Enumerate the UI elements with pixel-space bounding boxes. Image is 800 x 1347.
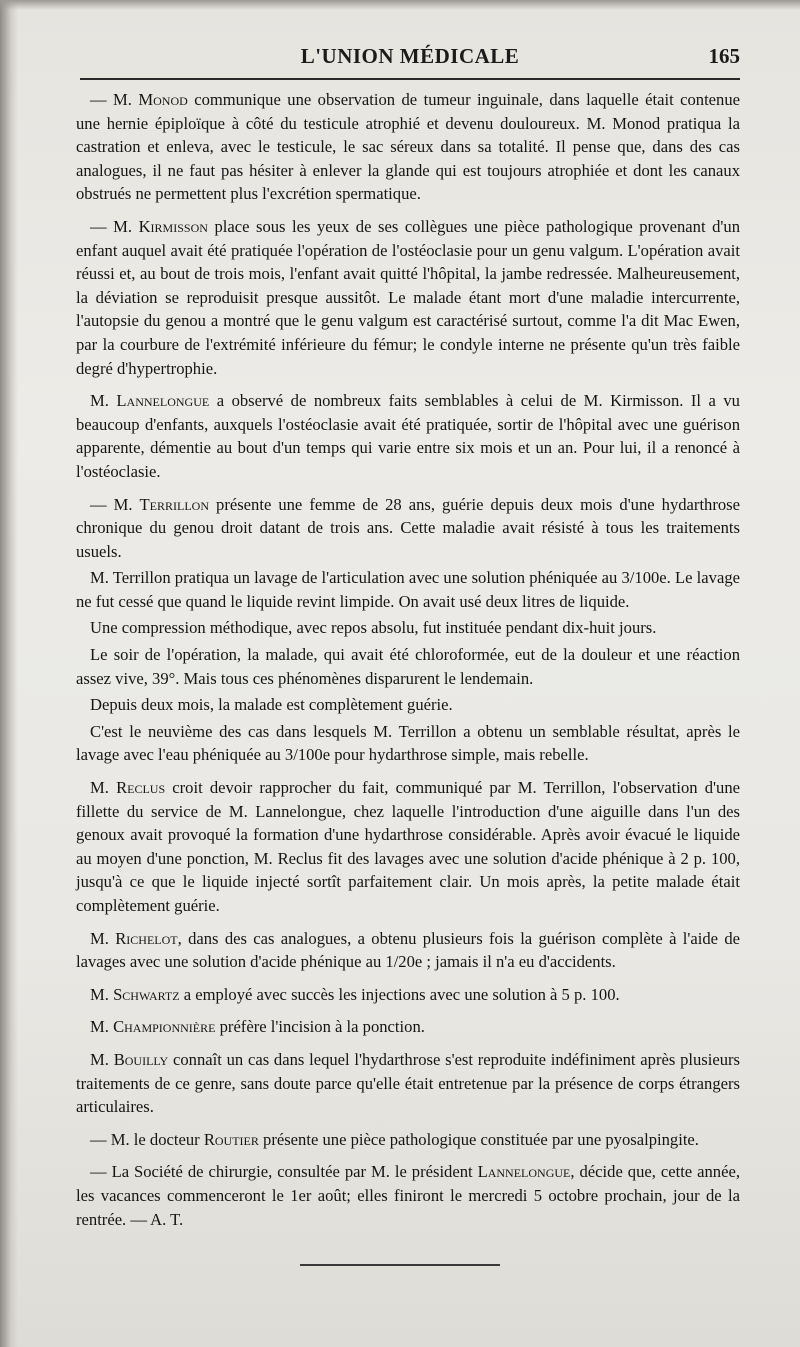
- speaker-name: Richelot: [115, 928, 178, 948]
- paragraph-lead: M.: [90, 1049, 114, 1069]
- speaker-name: Bouilly: [113, 1049, 169, 1069]
- paragraph-championniere: [76, 1015, 740, 1039]
- paragraph-text: préfère l'incision à la ponction.: [215, 1017, 425, 1037]
- speaker-name: Terrillon: [139, 494, 210, 514]
- paragraph-text: Une compression méthodique, avec repos absolu, fut instituée pendant dix-huit jours.: [90, 618, 657, 638]
- speaker-name: Monod: [138, 90, 188, 109]
- paragraph-text: présente une pièce pathologique constituée par une pyosalpingite.: [258, 1129, 699, 1149]
- paragraph-guerie: [76, 693, 740, 717]
- paragraph-text: a employé avec succès les injections avec une solution à 5 p. 100.: [179, 984, 620, 1004]
- paragraph-bouilly: [76, 1048, 740, 1119]
- paragraph-text: C'est le neuvième des cas dans lesquels M. Terrillon a obtenu un semblable résultat, après le lavage avec l'eau phéniquée au 3/100e pour hydarthrose simple, mais rebelle.: [76, 721, 740, 765]
- paragraph-text: a observé de nombreux faits semblables à celui de M. Kirmisson. Il a vu beaucoup d'enfants, auxquels l'ostéoclasie avait été pratiquée, sortir de l'hôpital avec une guérison apparente, démentie au bout d'un temps qui varie entre six mois et un an. Pour lui, il a renoncé à l'ostéoclasie.: [76, 391, 740, 481]
- paragraph-routier: [76, 1128, 740, 1152]
- page-header: [80, 44, 740, 78]
- paragraph-lead: M.: [90, 928, 116, 948]
- paragraph-kirmisson: [76, 215, 740, 380]
- paragraph-lead: — M.: [90, 216, 139, 236]
- paragraph-lead: M.: [90, 391, 117, 411]
- page-edge-shadow: [0, 0, 18, 1347]
- paragraph-text: connaît un cas dans lequel l'hydarthrose s'est reproduite indéfiniment après plusieurs traitements de ce genre, sans doute parce qu'elle était entretenue par la présence de corps étrangers articulaires.: [76, 1049, 740, 1117]
- speaker-name: Kirmisson: [138, 216, 208, 236]
- paragraph-text: , dans des cas analogues, a obtenu plusieurs fois la guérison complète à l'aide de lavages avec une solution d'acide phénique au 1/20e ; jamais il n'a eu d'accidents.: [76, 928, 740, 972]
- speaker-name: Reclus: [116, 778, 166, 798]
- page-number: 165: [708, 44, 740, 68]
- speaker-name: Schwartz: [113, 984, 180, 1004]
- header-rule: [80, 78, 740, 80]
- article-body: [76, 88, 740, 1240]
- speaker-name: Routier: [203, 1129, 259, 1149]
- running-title: L'UNION MÉDICALE: [300, 44, 520, 68]
- paragraph-lead: — M.: [90, 90, 139, 109]
- paragraph-text: présente une femme de 28 ans, guérie depuis deux mois d'une hydarthrose chronique du genou droit datant de trois ans. Cette maladie avait résisté à tous les traitements usuels.: [76, 494, 740, 561]
- speaker-name: Championnière: [113, 1017, 216, 1037]
- paragraph-text: Depuis deux mois, la malade est complètement guérie.: [90, 695, 453, 715]
- paragraph-text: M. Terrillon pratiqua un lavage de l'articulation avec une solution phéniquée au 3/100e. Le lavage ne fut cessé que quand le liquide revint limpide. On avait usé deux litres de liquide.: [76, 568, 740, 611]
- paragraph-text: place sous les yeux de ses collègues une pièce pathologique provenant d'un enfant auquel avait été pratiquée l'opération de l'ostéoclasie pour un genu valgum. L'opération avait réussi et, au bout de trois mois, l'enfant avait quitté l'hôpital, la jambe redressée. Malheureusement, la déviation se reproduisit presque aussitôt. Le malade étant mort d'une maladie intercurrente, l'autopsie du genou a montré que le genu valgum est caractérisé surtout, comme l'a dit Mac Ewen, par la courbure de l'extrémité inférieure du fémur; le condyle interne ne présente qu'un très faible degré d'hypertrophie.: [76, 216, 741, 378]
- paragraph-text: , décide que, cette année, les vacances commenceront le 1er août; elles finiront le mercredi 5 octobre prochain, jour de la rentrée. — A. T.: [76, 1162, 740, 1229]
- paragraph-text: Le soir de l'opération, la malade, qui avait été chloroformée, eut de la douleur et une réaction assez vive, 39°. Mais tous ces phénomènes disparurent le lendemain.: [76, 645, 740, 688]
- paragraph-lavage: [76, 566, 740, 613]
- paragraph-lead: — La Société de chirurgie, consultée par M. le président: [90, 1162, 478, 1182]
- paragraph-text: croit devoir rapprocher du fait, communiqué par M. Terrillon, l'observation d'une fillette du service de M. Lannelongue, chez laquelle l'introduction d'une aiguille dans l'un des genoux avait provoqué la formation d'une hydarthrose considérable. Après avoir évacué le liquide au moyen d'une ponction, M. Reclus fit des lavages avec une solution d'acide phénique à 2 p. 100, jusqu'à ce que le liquide injecté sortît parfaitement clair. Un mois après, la petite malade était complètement guérie.: [76, 778, 740, 915]
- speaker-name: Lannelongue: [116, 391, 210, 411]
- speaker-name: Lannelongue: [477, 1162, 571, 1182]
- paragraph-compression: [76, 616, 740, 640]
- paragraph-societe: [76, 1160, 740, 1231]
- paragraph-reclus: [76, 776, 740, 918]
- paragraph-lead: M.: [90, 778, 117, 798]
- paragraph-lead: — M. le docteur: [90, 1129, 204, 1149]
- paragraph-lead: — M.: [90, 494, 140, 514]
- paragraph-lead: M.: [90, 984, 114, 1004]
- paragraph-schwartz: [76, 983, 740, 1007]
- paragraph-lannelongue: [76, 389, 740, 483]
- page-top-shadow: [0, 0, 800, 10]
- paragraph-terrillon: [76, 493, 740, 564]
- paragraph-soir: [76, 643, 740, 690]
- paragraph-richelot: [76, 927, 740, 974]
- paragraph-neuvieme: [76, 720, 740, 767]
- paragraph-text: communique une observation de tumeur inguinale, dans laquelle était contenue une hernie épiploïque à côté du testicule atrophié et devenu douloureux. M. Monod pratiqua la castration et enleva, avec le testicule, le sac séreux dans sa totalité. Il pense que, dans des cas analogues, il ne faut pas hésiter à enlever la glande qui est toujours atrophiée et dont les canaux obstrués ne permettent plus l'excrétion spermatique.: [76, 90, 741, 204]
- paragraph-lead: M.: [90, 1017, 114, 1037]
- paragraph-monod: [76, 88, 740, 206]
- closing-rule: [300, 1264, 500, 1266]
